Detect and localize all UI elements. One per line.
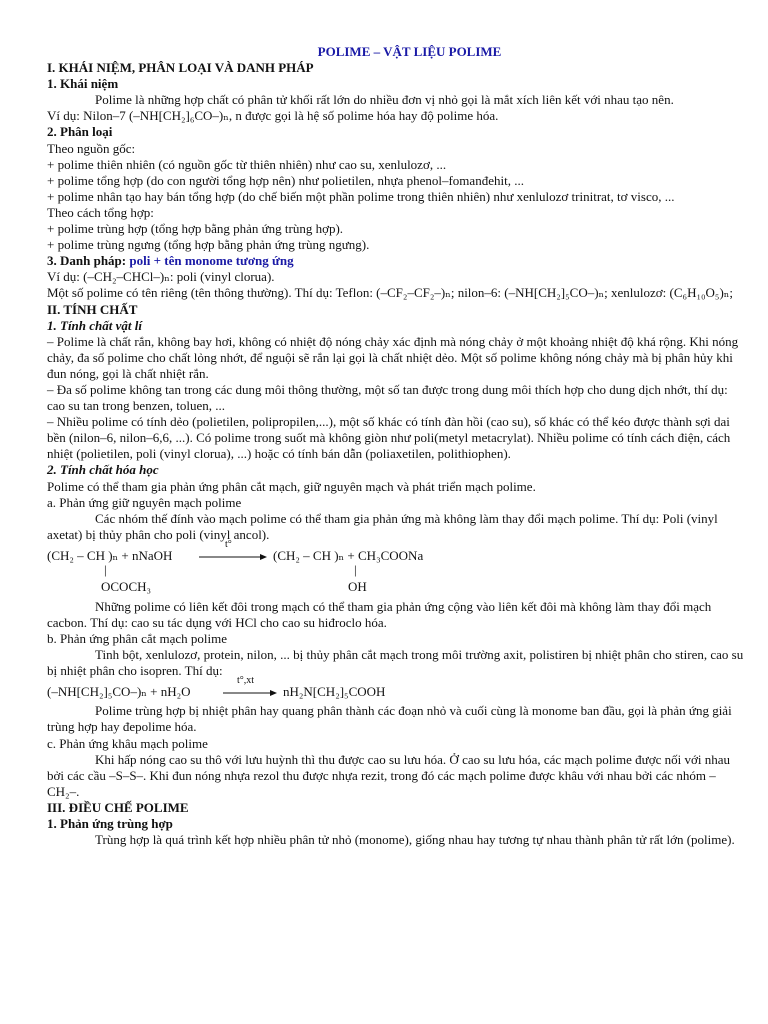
equation-2-condition: t°,xt — [237, 675, 255, 687]
equation-1-right: (CH₂ – CH )ₙ + CH₃COONa — [273, 547, 424, 563]
equation-1-left-bond: | — [104, 561, 107, 577]
reaction-c-text: Khi hấp nóng cao su thô với lưu huỳnh thì thu được cao su lưu hóa. Ở cao su lưu hóa, các mạch polime được nối với nhau bởi các cầu –S–S–. Khi đun nóng nhựa rezol thu được nhựa rezit, trong đó các mạch polime được khâu với nhau bởi các nhóm –CH₂–. — [47, 751, 730, 799]
reaction-b-text: Tinh bột, xenlulozơ, protein, nilon, ... bị thủy phân cắt mạch trong môi trường axit, polistiren bị nhiệt phân cho stiren, cao su bị nhiệt phân cho isopren. Thí dụ: — [47, 647, 744, 679]
equation-1-right-substituent: OH — [348, 578, 367, 594]
reaction-a-heading: a. Phản ứng giữ nguyên mạch polime — [47, 494, 242, 510]
nomenclature-rule: poli + tên monome tương ứng — [129, 253, 294, 269]
physical-point-2: – Đa số polime không tan trong các dung môi thông thường, một số tan được trong dung môi thích hợp cho dung dịch nhớt, thí dụ: cao su tan trong benzen, toluen, ... — [47, 381, 728, 414]
classification-semisynthetic: + polime nhân tạo hay bán tổng hợp (do chế biến một phần polime trong thiên nhiên) như xenlulozơ trinitrat, tơ visco, ... — [47, 188, 675, 204]
equation-hydrolysis-pva — [47, 538, 748, 596]
equation-1-condition: t° — [225, 538, 232, 550]
chemical-intro: Polime có thể tham gia phản ứng phân cắt mạch, giữ nguyên mạch và phát triển mạch polime. — [47, 478, 536, 494]
example-nilon7: Ví dụ: Nilon–7 (–NH[CH₂]₆CO–)ₙ, n được gọi là hệ số polime hóa hay độ polime hóa. — [47, 108, 499, 124]
classification-addition: + polime trùng hợp (tổng hợp bằng phản ứng trùng hợp). — [47, 221, 344, 237]
classification-origin-label: Theo nguồn gốc: — [47, 140, 136, 156]
physical-point-1: – Polime là chất rắn, không bay hơi, không có nhiệt độ nóng chảy xác định mà nóng chảy ở một khoảng nhiệt độ khá rộng. Khi nóng chảy, đa số polime cho chất lỏng nhớt, để nguội sẽ rắn lại gọi là chất nhiệt dẻo. Một số polime không nóng chảy mà bị phân hủy khi đun nóng, gọi là chất nhiệt rắn. — [47, 333, 739, 381]
reaction-c-heading: c. Phản ứng khâu mạch polime — [47, 735, 208, 751]
reaction-a-text: Các nhóm thế đính vào mạch polime có thể tham gia phản ứng mà không làm thay đổi mạch polime. Thí dụ: Poli (vinyl axetat) bị thủy phân cho poli (vinyl ancol). — [47, 510, 718, 542]
classification-synthetic: + polime tổng hợp (do con người tổng hợp nên) như polietilen, nhựa phenol–fomanđehit, ... — [47, 172, 524, 188]
subsection-nomenclature — [47, 253, 748, 269]
section-1-heading: I. KHÁI NIỆM, PHÂN LOẠI VÀ DANH PHÁP — [47, 60, 314, 76]
example-pvc: Ví dụ: (–CH₂–CHCl–)ₙ: poli (vinyl clorua). — [47, 269, 275, 285]
reaction-arrow-icon — [197, 546, 269, 566]
classification-natural: + polime thiên nhiên (có nguồn gốc từ thiên nhiên) như cao su, xenlulozơ, ... — [47, 156, 447, 172]
paragraph-concept: Polime là những hợp chất có phân tử khối rất lớn do nhiều đơn vị nhỏ gọi là mắt xích liên kết với nhau tạo nên. — [95, 92, 674, 108]
classification-method-label: Theo cách tổng hợp: — [47, 204, 154, 220]
equation-2-left: (–NH[CH₂]₅CO–)ₙ + nH₂O — [47, 684, 191, 700]
subsection-chemical: 2. Tính chất hóa học — [47, 462, 159, 478]
equation-hydrolysis-nylon6 — [47, 675, 748, 703]
classification-condensation: + polime trùng ngưng (tổng hợp bằng phản ứng trùng ngưng). — [47, 237, 370, 253]
example-common-names: Một số polime có tên riêng (tên thông thường). Thí dụ: Teflon: (–CF₂–CF₂–)ₙ; nilon–6: (–NH[CH₂]₅CO–)ₙ; xenlulozơ: (C₆H₁₀O₅)ₙ; — [47, 285, 734, 301]
subsection-physical: 1. Tính chất vật lí — [47, 317, 142, 333]
equation-1-left: (CH₂ – CH )ₙ + nNaOH — [47, 547, 173, 563]
reaction-b-text-2: Polime trùng hợp bị nhiệt phân hay quang phân thành các đoạn nhỏ và cuối cùng là monome ban đầu, gọi là phản ứng giải trùng hợp hay đepolime hóa. — [47, 703, 732, 735]
subsection-classification: 2. Phân loại — [47, 124, 113, 140]
equation-1-right-bond: | — [354, 561, 357, 577]
equation-1-left-substituent: OCOCH₃ — [101, 578, 152, 594]
reaction-b-heading: b. Phản ứng phân cắt mạch polime — [47, 631, 227, 647]
section-2-heading: II. TÍNH CHẤT — [47, 301, 138, 317]
reaction-a-text-2: Những polime có liên kết đôi trong mạch có thể tham gia phản ứng cộng vào liên kết đôi mà không làm thay đổi mạch cacbon. Thí dụ: cao su tác dụng với HCl cho cao su hiđroclo hóa. — [47, 598, 712, 630]
subsection-polymerization: 1. Phản ứng trùng hợp — [47, 816, 173, 832]
subsection-concept: 1. Khái niệm — [47, 76, 119, 92]
equation-2-right: nH₂N[CH₂]₅COOH — [283, 684, 386, 700]
polymerization-text: Trùng hợp là quá trình kết hợp nhiều phân tử nhỏ (monome), giống nhau hay tương tự nhau thành phân tử rất lớn (polime). — [95, 832, 735, 848]
physical-point-3: – Nhiều polime có tính dẻo (polietilen, polipropilen,...), một số khác có tính đàn hồi (cao su), số khác có thể kéo được thành sợi dai bền (nilon–6, nilon–6,6, ...). Có polime trong suốt mà không giòn như poli(metyl metacrylat). Nhiều polime có tính cách điện, cách nhiệt (polietilen, poli (vinyl clorua), ...) hoặc có tính bán dẫn (poliaxetilen, polithiophen). — [47, 414, 731, 462]
section-3-heading: III. ĐIỀU CHẾ POLIME — [47, 799, 189, 815]
nomenclature-label: 3. Danh pháp: — [47, 253, 127, 269]
page-title: POLIME – VẬT LIỆU POLIME — [317, 44, 502, 59]
